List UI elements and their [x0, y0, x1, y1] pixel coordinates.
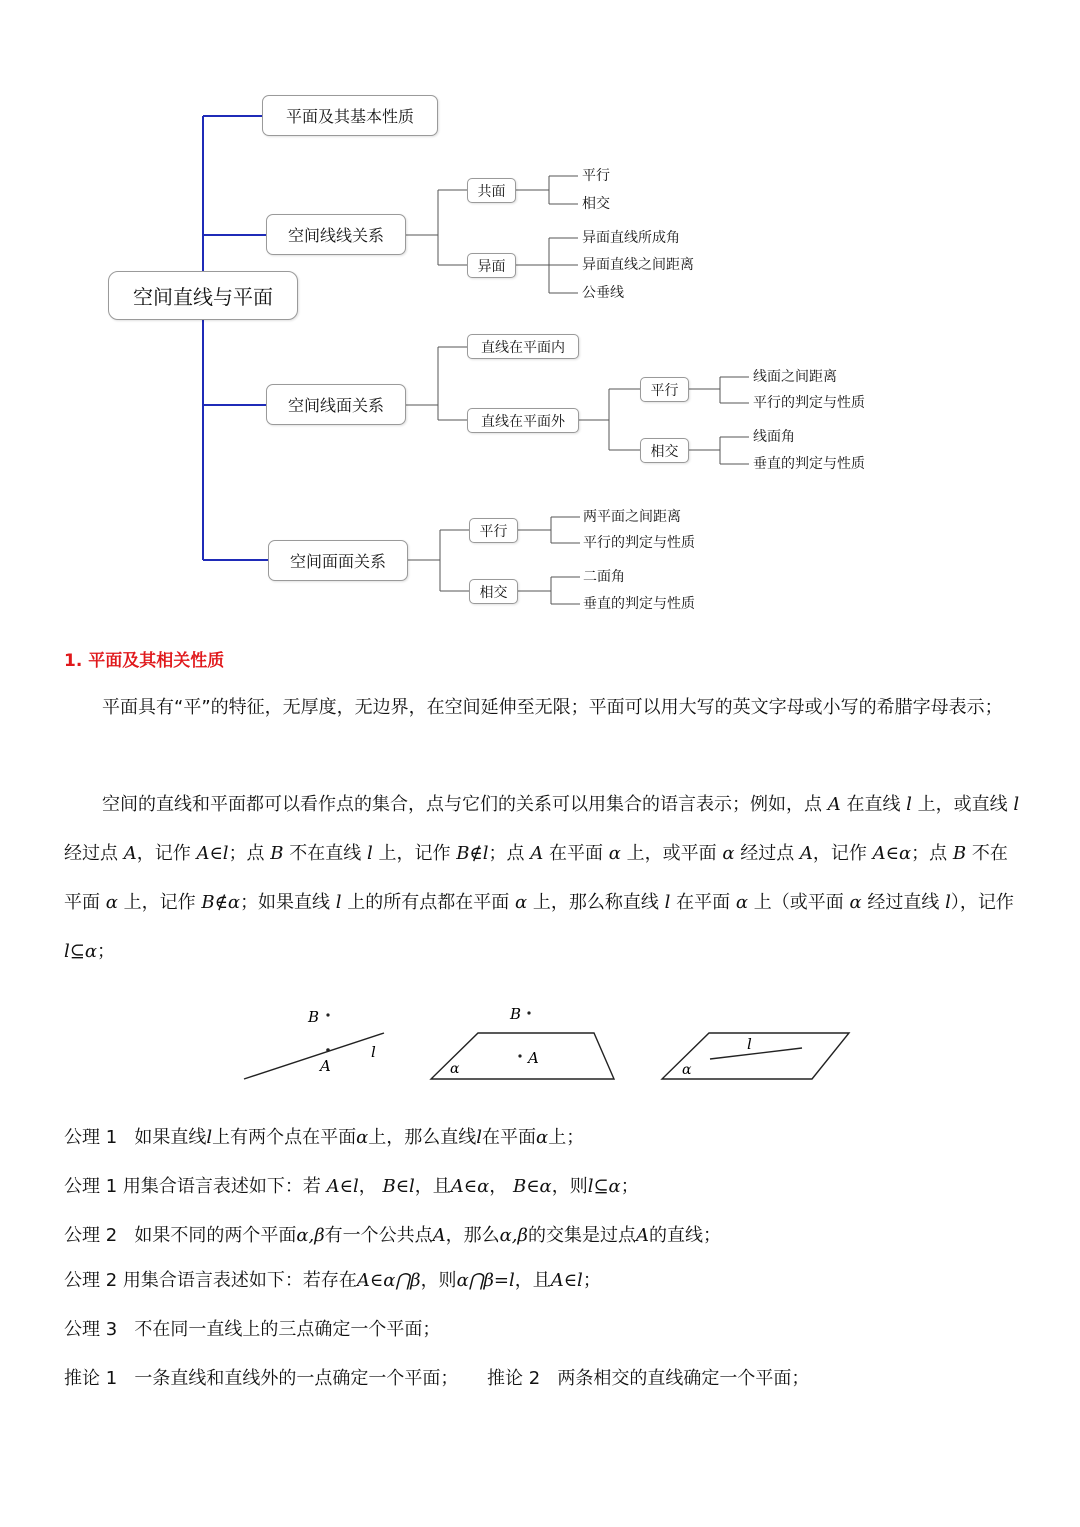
fig2-label-B: B: [510, 1005, 522, 1023]
fig1-label-l: l: [371, 1043, 376, 1061]
mindmap-leaf: 平行的判定与性质: [583, 535, 695, 551]
mindmap-node-intersect: 相交: [640, 438, 689, 463]
mindmap-leaf: 平行: [582, 168, 610, 184]
axiom-2: 公理 2 如果不同的两个平面α,β有一个公共点A，那么α,β的交集是过点A的直线；: [64, 1225, 721, 1246]
section-heading: 1. 平面及其相关性质: [64, 651, 225, 671]
mindmap-leaf: 线面角: [753, 429, 795, 445]
axiom-3: 公理 3 不在同一直线上的三点确定一个平面；: [64, 1319, 441, 1340]
fig3-label-alpha: α: [682, 1062, 692, 1078]
mindmap-leaf: 异面直线所成角: [582, 230, 680, 246]
mindmap-leaf: 相交: [582, 196, 610, 212]
mind-map: [0, 0, 1080, 630]
mindmap-leaf: 垂直的判定与性质: [583, 596, 695, 612]
mindmap-node-line-outside-plane: 直线在平面外: [467, 408, 579, 433]
mindmap-leaf: 异面直线之间距离: [582, 257, 694, 273]
figure-point-line: [244, 1008, 384, 1079]
paragraph-plane-definition: 平面具有“平”的特征，无厚度，无边界，在空间延伸至无限；平面可以用大写的英文字母或小写的希腊字母表示；: [102, 697, 1003, 718]
mindmap-branch-line-plane: 空间线面关系: [266, 384, 406, 425]
mindmap-node-intersect: 相交: [469, 579, 518, 604]
mindmap-node-line-in-plane: 直线在平面内: [467, 334, 579, 359]
fig1-label-B: B: [308, 1008, 320, 1026]
mindmap-leaf: 公垂线: [582, 285, 624, 301]
illustrations: [230, 995, 870, 1095]
mindmap-branch-line-line: 空间线线关系: [266, 214, 406, 255]
axiom-1: 公理 1 如果直线l上有两个点在平面α上，那么直线l在平面α上；: [64, 1127, 585, 1148]
figure-point-plane: [431, 1005, 614, 1079]
mindmap-leaf: 垂直的判定与性质: [753, 456, 865, 472]
figure-line-in-plane: [662, 1033, 849, 1079]
mindmap-leaf: 线面之间距离: [753, 369, 837, 385]
mindmap-branch-plane-plane: 空间面面关系: [268, 540, 408, 581]
mindmap-root: 空间直线与平面: [108, 271, 298, 320]
mindmap-node-parallel: 平行: [469, 518, 518, 543]
mindmap-leaf: 平行的判定与性质: [753, 395, 865, 411]
axiom-2-set-form: 公理 2 用集合语言表述如下：若存在A∈α⋂β，则α⋂β=l，且A∈l；: [64, 1270, 601, 1291]
point-line-plane-figures: [230, 995, 870, 1095]
mindmap-leaf: 二面角: [583, 569, 625, 585]
mindmap-node-parallel: 平行: [640, 377, 689, 402]
fig3-label-l: l: [747, 1035, 752, 1053]
corollaries: 推论 1 一条直线和直线外的一点确定一个平面； 推论 2 两条相交的直线确定一个平面；: [64, 1368, 810, 1389]
mindmap-node-coplanar: 共面: [467, 178, 516, 203]
fig2-label-alpha: α: [450, 1061, 460, 1077]
mindmap-node-skew: 异面: [467, 253, 516, 278]
mindmap-leaf: 两平面之间距离: [583, 509, 681, 525]
axiom-1-set-form: 公理 1 用集合语言表述如下：若 A∈l， B∈l，且A∈α， B∈α，则l⊆α；: [64, 1176, 639, 1197]
fig2-label-A: A: [528, 1049, 539, 1067]
fig1-label-A: A: [320, 1057, 331, 1075]
paragraph-set-language: 空间的直线和平面都可以看作点的集合，点与它们的关系可以用集合的语言表示；例如，点 A 在直线 l 上，或直线 l 经过点 A，记作 A∈l；点 B 不在直线 l 上，记作 B∉l；点 A 在平面 α 上，或平面 α 经过点 A，记作 A∈α；点 B 不在平面 α 上，记作 B∉α；如果直线 l 上的所有点都在平面 α 上，那么称直线 l 在平面 α 上（或平面 α 经过直线 l），记作 l⊆α；: [64, 794, 1020, 962]
mindmap-branch-plane-properties: 平面及其基本性质: [262, 95, 438, 136]
